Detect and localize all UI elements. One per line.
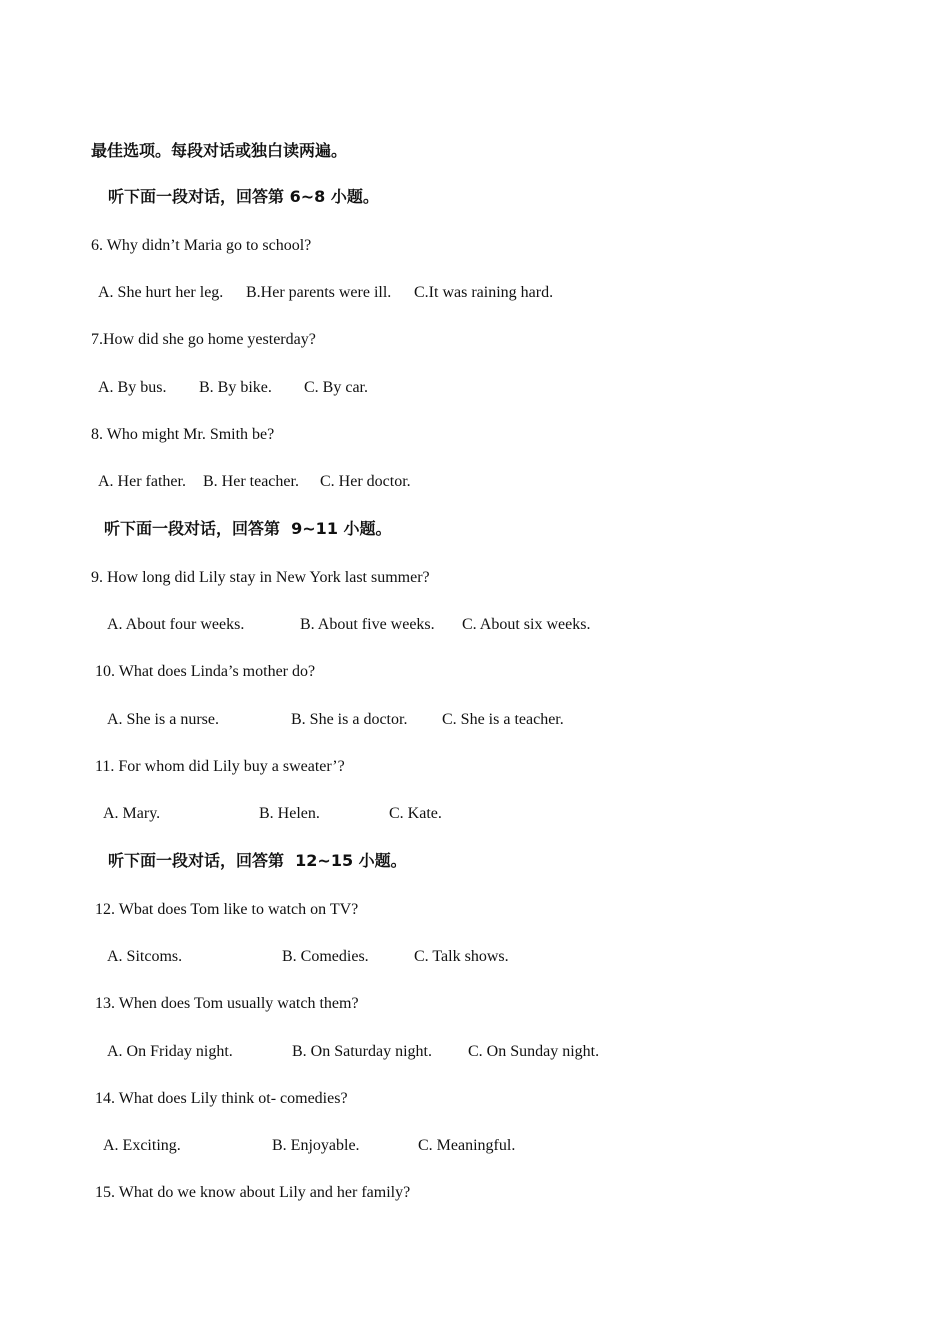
option-9a: A. About four weeks. [107, 616, 245, 633]
question-7: 7.How did she go home yesterday? [91, 331, 316, 348]
section-heading: 听下面一段对话，回答第 9~11 小题。 [104, 519, 392, 538]
option-13b: B. On Saturday night. [292, 1043, 432, 1060]
option-8c: C. Her doctor. [320, 473, 411, 490]
question-13: 13. When does Tom usually watch them? [95, 995, 359, 1012]
option-12c: C. Talk shows. [414, 948, 509, 965]
question-10: 10. What does Linda’s mother do? [95, 663, 316, 680]
option-10b: B. She is a doctor. [291, 711, 408, 728]
option-6c: C.It was raining hard. [414, 284, 554, 301]
option-10a: A. She is a nurse. [107, 711, 219, 728]
option-9b: B. About five weeks. [300, 616, 435, 633]
option-6a: A. She hurt her leg. [98, 284, 224, 301]
option-7a: A. By bus. [98, 379, 167, 396]
option-9c: C. About six weeks. [462, 616, 591, 633]
section-heading: 听下面一段对话，回答第 6~8 小题。 [108, 187, 379, 206]
section-heading: 听下面一段对话，回答第 12~15 小题。 [108, 851, 407, 870]
option-14a: A. Exciting. [103, 1137, 181, 1154]
question-12: 12. Wbat does Tom like to watch on TV? [95, 901, 359, 918]
option-8b: B. Her teacher. [203, 473, 299, 490]
option-7b: B. By bike. [199, 379, 272, 396]
question-14: 14. What does Lily think ot- comedies? [95, 1090, 348, 1107]
instruction-text: 最佳选项。每段对话或独白读两遍。 [91, 141, 348, 160]
question-8: 8. Who might Mr. Smith be? [91, 426, 275, 443]
question-11: 11. For whom did Lily buy a sweater’? [95, 758, 345, 775]
option-11b: B. Helen. [259, 805, 320, 822]
option-14c: C. Meaningful. [418, 1137, 516, 1154]
option-10c: C. She is a teacher. [442, 711, 564, 728]
option-11c: C. Kate. [389, 805, 442, 822]
option-7c: C. By car. [304, 379, 368, 396]
question-15: 15. What do we know about Lily and her family? [95, 1184, 411, 1201]
option-11a: A. Mary. [103, 805, 161, 822]
option-6b: B.Her parents were ill. [246, 284, 392, 301]
question-6: 6. Why didn’t Maria go to school? [91, 237, 312, 254]
option-13a: A. On Friday night. [107, 1043, 233, 1060]
option-13c: C. On Sunday night. [468, 1043, 600, 1060]
option-8a: A. Her father. [98, 473, 186, 490]
option-12b: B. Comedies. [282, 948, 369, 965]
question-9: 9. How long did Lily stay in New York last summer? [91, 569, 430, 586]
option-14b: B. Enjoyable. [272, 1137, 360, 1154]
option-12a: A. Sitcoms. [107, 948, 183, 965]
